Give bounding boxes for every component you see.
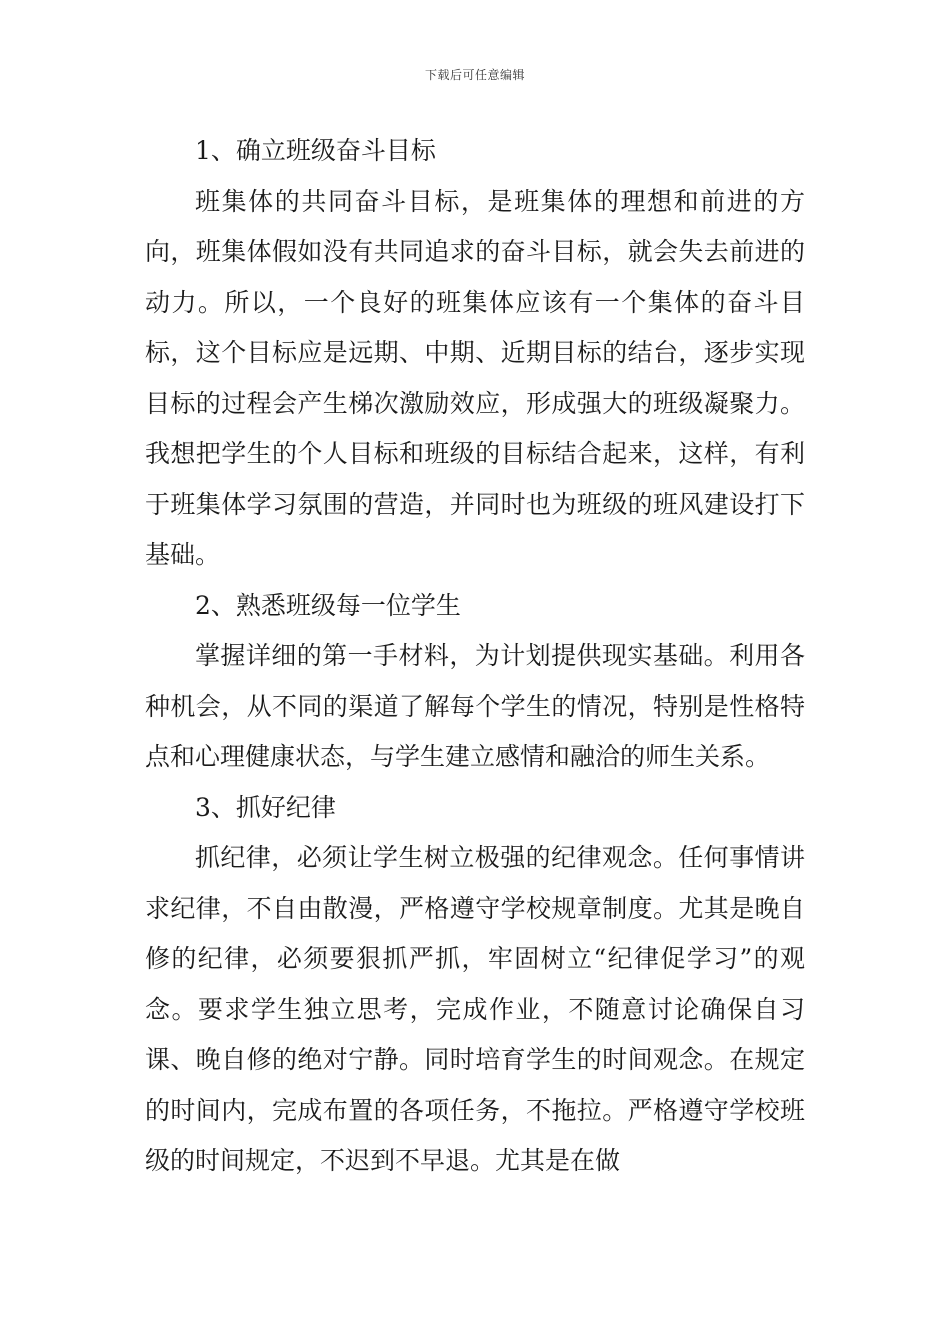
page-header-note: 下载后可任意编辑 [424, 68, 525, 82]
section-2-heading: 2、熟悉班级每一位学生 [195, 590, 461, 620]
section-3-paragraph: 抓纪律，必须让学生树立极强的纪律观念。任何事情讲求纪律，不自由散漫，严格遵守学校规章制度。尤其是晚自修的纪律，必须要狠抓严抓，牢固树立“纪律促学习”的观念。要求学生独立思考，完成作业，不随意讨论确保自习课、晚自修的绝对宁静。同时培育学生的时间观念。在规定的时间内，完成布置的各项任务，不拖拉。严格遵守学校班级的时间规定，不迟到不早退。尤其是在做 [145, 843, 805, 1175]
section-1-heading: 1、确立班级奋斗目标 [195, 136, 436, 165]
section-1-paragraph: 班集体的共同奋斗目标，是班集体的理想和前进的方向，班集体假如没有共同追求的奋斗目标，就会失去前进的动力。所以，一个良好的班集体应该有一个集体的奋斗目标，这个目标应是远期、中期、近期目标的结台，逐步实现目标的过程会产生梯次激励效应，形成强大的班级凝聚力。我想把学生的个人目标和班级的目标结合起来，这样，有利于班集体学习氛围的营造，并同时也为班级的班风建设打下基础。 [145, 186, 805, 569]
section-2-paragraph: 掌握详细的第一手材料，为计划提供现实基础。利用各种机会，从不同的渠道了解每个学生的情况，特别是性格特点和心理健康状态，与学生建立感情和融洽的师生关系。 [145, 641, 805, 771]
section-3-heading: 3、抓好纪律 [195, 792, 336, 822]
document-body [145, 126, 805, 1187]
